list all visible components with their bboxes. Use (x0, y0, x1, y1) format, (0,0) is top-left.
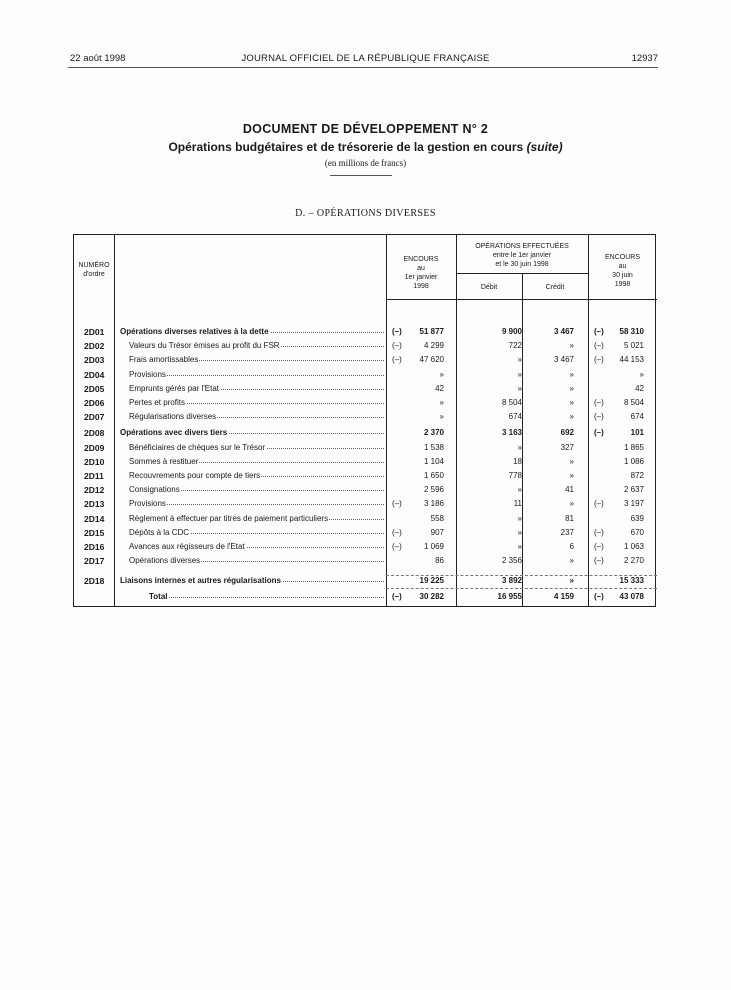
total-sign-end: (–) (594, 592, 604, 601)
header-rule-bottom (386, 299, 657, 300)
row-encours-end: 1 086 (623, 456, 644, 466)
row-credit: 3 467 (553, 327, 574, 336)
header-encours-end-line1: ENCOURS (604, 254, 640, 261)
row-encours-end: » (639, 369, 644, 379)
subtitle-text: Opérations budgétaires et de trésorerie de la gestion en cours (168, 140, 524, 154)
row-sign-end: (–) (594, 398, 604, 407)
row-sign-end: (–) (594, 428, 604, 438)
total-encours-end: 43 078 (619, 592, 644, 601)
table-row (74, 428, 657, 440)
row-debit: 3 163 (501, 428, 522, 438)
row-label: Provisions (129, 499, 384, 508)
row-label: Consignations (129, 485, 384, 494)
row-encours-end: 3 197 (623, 499, 644, 509)
document-title: DOCUMENT DE DÉVELOPPEMENT N° 2 (242, 122, 489, 136)
row-label: Avances aux régisseurs de l'Etat (129, 542, 384, 551)
row-sign-end: (–) (594, 341, 604, 351)
row-label: Provisions (129, 370, 384, 379)
row-encours-start: 47 620 (419, 355, 444, 365)
row-debit: » (517, 355, 522, 365)
row-encours-end: 101 (630, 428, 644, 438)
row-sign-end: (–) (594, 556, 604, 566)
header-operations-line3: et le 30 juin 1998 (495, 261, 549, 268)
row-encours-start: 2 596 (423, 485, 444, 495)
header-operations-line1: OPÉRATIONS EFFECTUÉES (475, 243, 569, 250)
units-note: (en millions de francs) (324, 158, 407, 168)
table-row (74, 576, 657, 588)
row-debit: 722 (508, 341, 522, 351)
table-row (74, 443, 657, 455)
row-encours-end: 872 (630, 471, 644, 480)
header-page-number: 12937 (631, 53, 658, 64)
row-label: Valeurs du Trésor émises au profit du FSR (129, 341, 384, 350)
table-row (74, 485, 657, 497)
row-number: 2D18 (84, 576, 105, 587)
row-debit: » (517, 442, 522, 452)
row-sign-end: (–) (594, 327, 604, 336)
row-encours-start: 558 (430, 513, 444, 523)
row-credit: » (569, 556, 574, 566)
total-label: Total (149, 592, 384, 601)
row-debit: 674 (508, 412, 522, 422)
row-encours-end: 674 (630, 412, 644, 422)
row-debit: » (517, 542, 522, 551)
header-encours-end-line4: 1998 (614, 281, 631, 288)
row-encours-end: 1 865 (623, 442, 644, 452)
row-encours-end: 670 (630, 527, 644, 537)
total-credit: 4 159 (553, 592, 574, 601)
header-numero-line2: d'ordre (83, 271, 105, 278)
row-label: Bénéficiaires de chèques sur le Trésor (129, 443, 384, 452)
row-encours-start: 19 225 (419, 576, 444, 586)
row-sign-start: (–) (392, 327, 402, 336)
table-row (74, 542, 657, 554)
header-numero (74, 261, 114, 279)
row-encours-end: 44 153 (619, 355, 644, 365)
row-number: 2D11 (84, 471, 104, 481)
header-date: 22 août 1998 (70, 53, 126, 64)
row-credit: 3 467 (553, 355, 574, 365)
row-encours-end: 8 504 (623, 398, 644, 407)
row-debit: 778 (508, 471, 522, 480)
row-sign-start: (–) (392, 499, 402, 509)
total-row (74, 592, 657, 604)
row-label: Opérations avec divers tiers (120, 428, 384, 437)
row-label: Opérations diverses (129, 556, 384, 565)
row-encours-start: » (439, 369, 444, 379)
row-label: Règlement à effectuer par titres de paiement particuliers (129, 514, 384, 523)
row-encours-start: » (439, 412, 444, 422)
header-rule-inner (456, 273, 588, 274)
table-row (74, 499, 657, 511)
row-sign-start: (–) (392, 527, 402, 537)
row-encours-end: 2 637 (623, 485, 644, 495)
row-number: 2D06 (84, 398, 105, 408)
header-numero-line1: NUMÉRO (78, 262, 110, 269)
row-debit: » (517, 485, 522, 495)
row-credit: » (569, 341, 574, 351)
row-encours-start: 3 186 (423, 499, 444, 509)
row-encours-end: 15 333 (619, 576, 644, 586)
header-rule (68, 67, 658, 68)
row-encours-start: 42 (435, 383, 444, 393)
row-label: Emprunts gérés par l'Etat (129, 384, 384, 393)
row-encours-start: » (439, 398, 444, 407)
operations-table (73, 234, 656, 607)
row-sign-end: (–) (594, 542, 604, 551)
total-encours-start: 30 282 (419, 592, 444, 601)
document-subtitle (0, 140, 731, 154)
row-label: Sommes à restituer (129, 457, 384, 466)
row-debit: » (517, 383, 522, 393)
title-divider (330, 175, 392, 176)
row-debit: » (517, 369, 522, 379)
table-row (74, 384, 657, 396)
header-encours-end-line2: au (618, 263, 627, 270)
row-credit: 81 (565, 513, 574, 523)
table-row (74, 370, 657, 382)
row-number: 2D07 (84, 412, 105, 423)
row-encours-end: 42 (635, 383, 644, 393)
row-encours-start: 907 (430, 527, 444, 537)
row-number: 2D12 (84, 485, 105, 496)
row-label: Recouvrements pour compte de tiers (129, 471, 384, 480)
row-encours-start: 2 370 (423, 428, 444, 438)
header-journal-title: JOURNAL OFFICIEL DE LA RÉPUBLIQUE FRANÇAISE (241, 53, 490, 64)
row-sign-start: (–) (392, 542, 402, 551)
row-credit: 237 (560, 527, 574, 537)
row-debit: 2 356 (501, 556, 522, 566)
table-row (74, 471, 657, 483)
row-encours-start: 1 538 (423, 442, 444, 452)
row-number: 2D02 (84, 341, 105, 352)
row-number: 2D10 (84, 456, 105, 467)
row-number: 2D15 (84, 527, 105, 538)
row-credit: » (569, 398, 574, 407)
row-encours-start: 1 650 (423, 471, 444, 480)
row-debit: 3 892 (501, 576, 522, 586)
row-credit: » (569, 576, 574, 586)
header-credit: Crédit (545, 284, 565, 291)
row-sign-end: (–) (594, 527, 604, 537)
row-number: 2D17 (84, 556, 105, 567)
row-credit: » (569, 456, 574, 466)
table-row (74, 327, 657, 339)
header-debit: Débit (480, 284, 498, 291)
row-sign-start: (–) (392, 341, 402, 351)
subtitle-suffix: (suite) (526, 140, 563, 154)
row-credit: » (569, 369, 574, 379)
row-encours-end: 58 310 (619, 327, 644, 336)
header-operations (456, 242, 588, 269)
header-encours-start-line2: au (417, 265, 425, 272)
row-encours-end: 2 270 (623, 556, 644, 566)
row-credit: 327 (560, 442, 574, 452)
row-debit: » (517, 527, 522, 537)
header-encours-end-line3: 30 juin (612, 272, 633, 279)
row-number: 2D04 (84, 369, 105, 380)
header-operations-line2: entre le 1er janvier (493, 252, 551, 259)
row-encours-end: 1 063 (623, 542, 644, 551)
row-sign-end: (–) (594, 499, 604, 509)
table-row (74, 457, 657, 469)
row-credit: 692 (560, 428, 574, 438)
row-credit: 41 (565, 485, 574, 495)
row-encours-end: 639 (630, 513, 644, 523)
header-encours-start-line1: ENCOURS (403, 256, 439, 263)
row-label: Pertes et profits (129, 398, 384, 407)
table-row (74, 341, 657, 353)
row-debit: 18 (513, 456, 522, 466)
row-credit: » (569, 412, 574, 422)
row-label: Frais amortissables (129, 355, 384, 364)
row-sign-end: (–) (594, 355, 604, 365)
table-row (74, 355, 657, 367)
row-debit: 8 504 (501, 398, 522, 407)
row-label: Liaisons internes et autres régularisations (120, 576, 384, 585)
table-row (74, 556, 657, 568)
row-number: 2D05 (84, 383, 105, 394)
row-number: 2D09 (84, 442, 105, 453)
row-encours-start: 1 069 (423, 542, 444, 551)
row-credit: » (569, 471, 574, 480)
row-label: Dépôts à la CDC (129, 528, 384, 537)
row-encours-start: 86 (435, 556, 444, 566)
section-title: D. – OPÉRATIONS DIVERSES (295, 208, 436, 219)
table-row (74, 398, 657, 410)
row-number: 2D08 (84, 428, 105, 439)
total-debit: 16 955 (497, 592, 522, 601)
row-number: 2D13 (84, 499, 105, 510)
table-row (74, 412, 657, 424)
row-sign-start: (–) (392, 355, 402, 365)
row-debit: 11 (513, 499, 522, 509)
header-encours-end (588, 253, 657, 289)
row-number: 2D03 (84, 355, 105, 366)
row-encours-end: 5 021 (623, 341, 644, 351)
row-label: Régularisations diverses (129, 412, 384, 421)
total-sign-start: (–) (392, 592, 402, 601)
row-encours-start: 51 877 (419, 327, 444, 336)
row-sign-end: (–) (594, 412, 604, 422)
row-number: 2D16 (84, 542, 105, 552)
table-row (74, 528, 657, 540)
row-encours-start: 1 104 (423, 456, 444, 466)
row-label: Opérations diverses relatives à la dette (120, 327, 384, 336)
row-number: 2D01 (84, 327, 105, 337)
header-encours-start (386, 255, 456, 291)
row-credit: 6 (569, 542, 574, 551)
row-debit: » (517, 513, 522, 523)
row-encours-start: 4 299 (423, 341, 444, 351)
header-encours-start-line4: 1998 (413, 283, 429, 290)
row-credit: » (569, 499, 574, 509)
row-number: 2D14 (84, 513, 105, 524)
table-row (74, 514, 657, 526)
row-debit: 9 900 (501, 327, 522, 336)
header-encours-start-line3: 1er janvier (404, 274, 438, 281)
row-credit: » (569, 383, 574, 393)
